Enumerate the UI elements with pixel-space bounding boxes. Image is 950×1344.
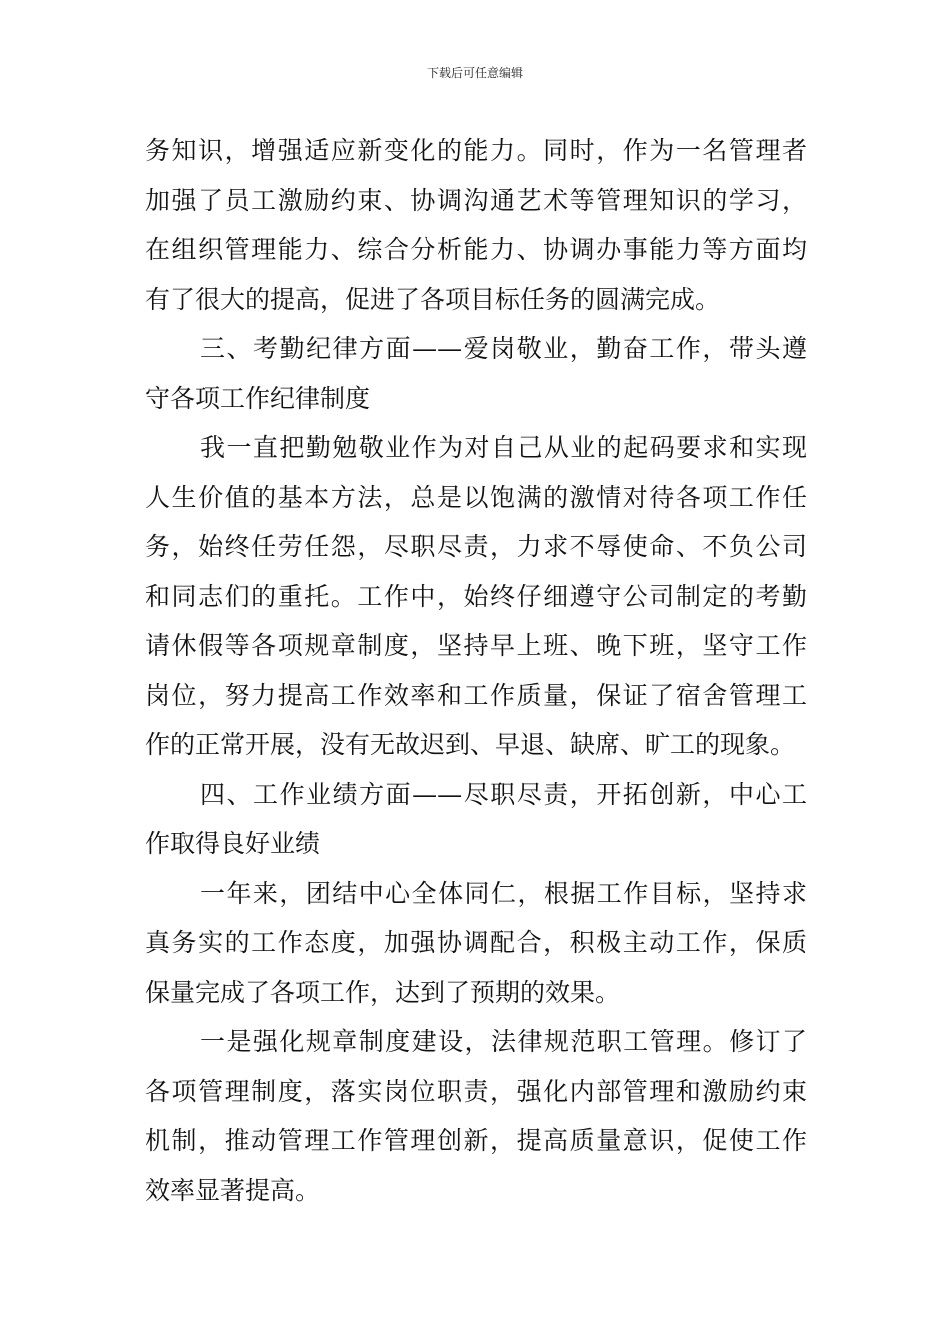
body-text-line: 保量完成了各项工作，达到了预期的效果。 <box>145 977 621 1007</box>
page-header: 下载后可任意编辑 <box>426 66 523 80</box>
document-body <box>145 126 807 1215</box>
body-text-line: 各项管理制度，落实岗位职责，强化内部管理和激励约束 <box>145 1076 807 1106</box>
body-text-line: 四、工作业绩方面——尽职尽责，开拓创新，中心工 <box>200 779 807 809</box>
body-text-line: 请休假等各项规章制度，坚持早上班、晚下班，坚守工作 <box>145 631 807 660</box>
body-text-line: 在组织管理能力、综合分析能力、协调办事能力等方面均 <box>145 235 807 264</box>
body-text-line: 加强了员工激励约束、协调沟通艺术等管理知识的学习， <box>145 185 807 215</box>
body-text-line: 守各项工作纪律制度 <box>145 383 371 413</box>
body-text-line: 务知识，增强适应新变化的能力。同时，作为一名管理者 <box>145 136 807 165</box>
body-text-line: 一是强化规章制度建设，法律规范职工管理。修订了 <box>200 1027 807 1056</box>
body-text-line: 作取得良好业绩 <box>145 829 321 858</box>
body-text-line: 三、考勤纪律方面——爱岗敬业，勤奋工作，带头遵 <box>200 334 807 363</box>
body-text-line: 和同志们的重托。工作中，始终仔细遵守公司制定的考勤 <box>145 581 807 611</box>
body-text-line: 一年来，团结中心全体同仁，根据工作目标，坚持求 <box>200 878 807 908</box>
body-text-line: 效率显著提高。 <box>145 1175 321 1205</box>
body-text-line: 作的正常开展，没有无故迟到、早退、缺席、旷工的现象。 <box>145 730 796 759</box>
body-text-line: 真务实的工作态度，加强协调配合，积极主动工作，保质 <box>145 928 807 957</box>
body-text-line: 务，始终任劳任怨，尽职尽责，力求不辱使命、不负公司 <box>145 532 807 561</box>
body-text-line: 岗位，努力提高工作效率和工作质量，保证了宿舍管理工 <box>145 680 807 710</box>
body-text-line: 人生价值的基本方法，总是以饱满的激情对待各项工作任 <box>145 482 807 512</box>
body-text-line: 机制，推动管理工作管理创新，提高质量意识，促使工作 <box>145 1126 807 1155</box>
body-text-line: 我一直把勤勉敬业作为对自己从业的起码要求和实现 <box>200 433 807 462</box>
body-text-line: 有了很大的提高，促进了各项目标任务的圆满完成。 <box>145 284 721 314</box>
